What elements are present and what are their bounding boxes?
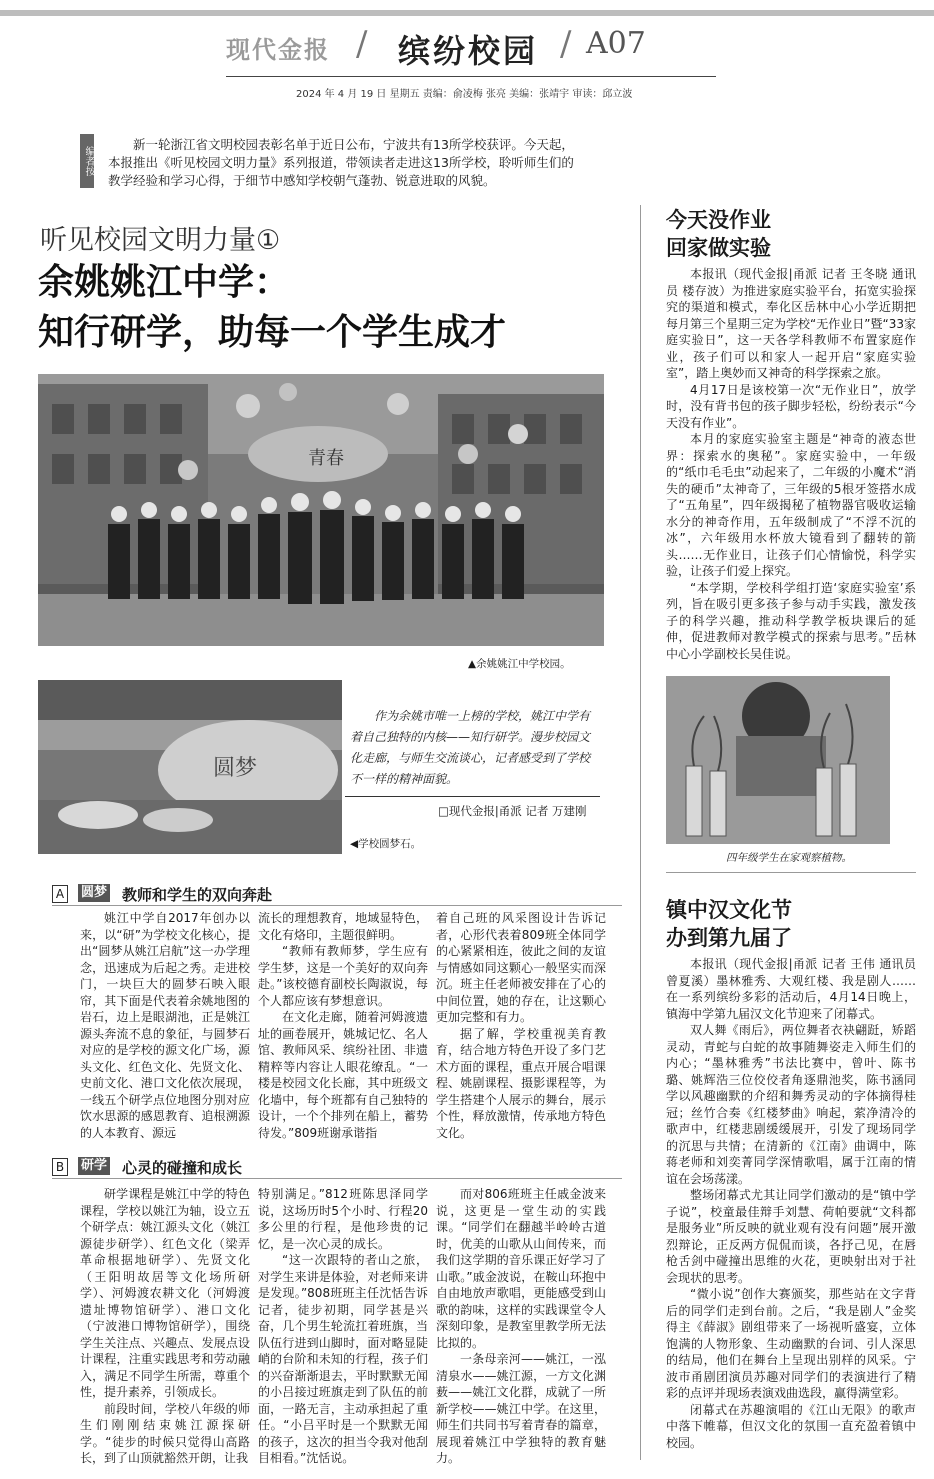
paragraph: 在文化走廊，随着河姆渡遗址的画卷展开，姚城记忆、名人馆、教师风采、缤纷社团、非遗精粹等内容让人眼花缭乱。“一楼是校园文化长廊，其中班级文化墙中，每个班都有自己独特的设计，一个个排列在船上，蓄势待发。”809班谢承谐指 <box>258 1010 428 1140</box>
paragraph: 双人舞《雨后》，两位舞者衣袂翩跹，矫蹈灵动，青蛇与白蛇的故事随舞姿走入师生们的内心；“墨林雅秀”书法比赛中，曾叶、陈书璐、姚辉浩三位佼佼者角逐鼎池奖，陈书涵同学以风趣幽默的介绍和舞秀灵动的字体摘得桂冠；丝竹合奏《红楼梦曲》响起，萦净清冷的歌声中，红楼悲剧缓缓展开，引发了现场同学的沉思与共情；在清新的《江南》曲调中，陈蒋老师和刘奕菁同学深情歌唱，属于江南的情谊在会场荡漾。 <box>666 1023 916 1186</box>
paragraph: 流长的理想教育，地域显特色，文化有烙印，主题很鲜明。 <box>258 911 428 942</box>
photo1-caption: ▲余姚姚江中学校园。 <box>468 658 571 670</box>
paragraph: 闭幕式在苏趣演唱的《江山无限》的歌声中落下帷幕，但汉文化的氛围一直充盈着镇中校园。 <box>666 1402 916 1450</box>
section-b-title: 心灵的碰撞和成长 <box>122 1159 243 1177</box>
article-byline: □现代金报|甬派 记者 万建刚 <box>438 804 587 818</box>
side2-headline <box>666 896 916 952</box>
photo-banner-text: 青春 <box>308 448 344 469</box>
paragraph: “这一次跟特的者山之旅，对学生来讲是体验，对老师来讲是发现。”808班班主任沈恬告诉记者，徒步初期，同学甚是兴奋，几个男生轮流扛着班旗，当队伍行进到山脚时，面对略显陡峭的台阶和未知的行程，孩子们的兴奋渐渐退去，平时默默无闻的小吕接过班旗走到了队伍的前面，一路无言，主动承担起了重任。“小吕平时是一个默默无闻的孩子，这次的担当令我对他刮目相看。”沈恬说。 <box>258 1253 428 1465</box>
side1-headline-line-1: 今天没作业 <box>666 208 771 232</box>
section-b-letter: B <box>52 1158 68 1176</box>
paragraph: 研学课程是姚江中学的特色课程，学校以姚江为轴，设立五个研学点：姚江源头文化（姚江源徒步研学）、红色文化（梁弄革命根据地研学）、先贤文化（王阳明故居等文化场所研学）、河姆渡农耕文化（河姆渡遗址博物馆研学）、港口文化（宁波港口博物馆研学），围绕学生关注点、兴趣点、发展点设计课程，注重实践思考和劳动融入，满足不同学生所需，尊重个性，提升素养，引领成长。 <box>80 1187 250 1399</box>
page-number: A07 <box>586 26 646 61</box>
paragraph: “教师有教师梦，学生应有学生梦，这是一个美好的双向奔赴。”该校德育副校长陶淑说，每个人都应该有梦想意识。 <box>258 944 428 1008</box>
stone-inscription: 圆梦 <box>213 756 258 781</box>
section-b-rule <box>52 1178 622 1179</box>
photo3-caption: 四年级学生在家观察植物。 <box>726 852 852 864</box>
side-articles-divider <box>666 872 916 873</box>
section-a-letter: A <box>52 885 68 903</box>
section-b-column-3 <box>436 1186 606 1467</box>
newspaper-brand: 现代金报 <box>226 35 330 64</box>
editor-note-tag: 编者按 <box>80 134 94 188</box>
masthead <box>0 22 934 72</box>
headline-line-2: 知行研学，助每一个学生成才 <box>38 312 507 353</box>
paragraph: 4月17日是该校第一次“无作业日”，放学时，没有背书包的孩子脚步轻松，纷纷表示“今天没有作业”。 <box>666 382 916 430</box>
plant-photo-illustration <box>666 676 890 844</box>
section-a-title: 教师和学生的双向奔赴 <box>122 886 273 904</box>
section-a-column-3 <box>436 910 606 1141</box>
article-lead: 作为余姚市唯一上榜的学校，姚江中学有着自己独特的内核——知行研学。漫步校园文化走廊，与师生交流谈心，记者感受到了学校不一样的精神面貌。 <box>350 709 591 786</box>
paragraph: 而对806班班主任戚金波来说，这更是一堂生动的实践课。“同学们在翻越半岭岭古道时，优美的山歌从山间传来，而我们这学期的音乐课正好学习了山歌。”戚金波说，在鞍山环抱中自由地放声歌唱，更能感受到山歌的韵味，这样的实践课堂令人深刻印象，是教室里教学所无法比拟的。 <box>436 1187 606 1350</box>
paragraph: 一条母亲河——姚江，一泓清泉水——姚江源，一方文化渊薮——姚江文化群，成就了一所新学校——姚江中学。在这里，师生们共同书写着青春的篇章，展现着姚江中学独特的教育魅力。 <box>436 1352 606 1465</box>
side1-headline-line-2: 回家做实验 <box>666 236 771 260</box>
headline-line-1: 余姚姚江中学： <box>38 262 291 303</box>
series-kicker: 听见校园文明力量① <box>40 225 281 256</box>
side1-headline <box>666 206 916 262</box>
paragraph: 本月的家庭实验室主题是“神奇的液态世界：探索水的奥秘”。家庭实验中，一年级的“纸巾毛毛虫”动起来了，二年级的小魔术“消失的硬币”太神奇了，三年级的5根牙签搭水成了“五角星”，四年级揭秘了植物器官吸收运输水分的神奇作用，五年级制成了“不浮不沉的冰”，六年级用水杯放大镜看到了翻转的箭头……无作业日，让孩子们心情愉悦，科学实验，让孩子们爱上探究。 <box>666 432 916 578</box>
section-a-label: 圆梦 <box>78 884 110 902</box>
paragraph: 本报讯（现代金报|甬派 记者 王伟 通讯员 曾夏溪）墨林雅秀、大观红楼、我是剧人……在一系列缤纷多彩的活动后，4月14日晚上，镇海中学第九届汉文化节迎来了闭幕式。 <box>666 957 916 1021</box>
section-b-label: 研学 <box>78 1157 110 1175</box>
side2-headline-line-2: 办到第九届了 <box>666 926 792 950</box>
section-a-column-1 <box>80 910 250 1141</box>
paragraph: 姚江中学自2017年创办以来，以“研”为学校文化核心，提出“圆梦从姚江启航”这一办学理念，迅速成为后起之秀。走进校门，一块巨大的圆梦石映入眼帘，其下面是代表着余姚地图的岩石，边上是眼湖池，正是姚江源头奔流不息的象征，与圆梦石对应的是学校的源文化广场，源头文化、红色文化、先贤文化、史前文化、港口文化依次展现，一线五个研学点位地图分别对应饮水思源的感恩教育、追根溯源的人本教育、源远 <box>80 911 250 1140</box>
plant-observation-photo <box>666 676 890 844</box>
side1-body <box>666 266 916 662</box>
section-b-column-2 <box>258 1186 428 1467</box>
paragraph: 着自己班的风采图设计告诉记者，心形代表着809班全体同学的心紧紧相连，彼此之间的友谊与情感如同这颗心一般坚实而深沉。班主任老师被安排在了心的中间位置，她的存在，让这颗心更加完整和有力。 <box>436 911 606 1024</box>
section-a-rule <box>52 905 622 906</box>
editor-note-text: 新一轮浙江省文明校园表彰名单于近日公布，宁波共有13所学校获评。今天起，本报推出《听见校园文明力量》系列报道，带领读者走进这13所学校，聆听师生们的教学经验和学习心得，于细节中感知学校朝气蓬勃、锐意进取的风貌。 <box>108 137 574 188</box>
paragraph: “微小说”创作大赛颁奖，那些站在文字背后的同学们走到台前。之后，“我是剧人”金奖得主《薛淑》剧组带来了一场视听盛宴，立体饱满的人物形象、生动幽默的台词、引人深思的结局，他们在舞台上呈现出别样的风采。宁波市甬剧团演员苏趣对同学们的表演进行了精彩的点评并现场表演戏曲选段，赢得满堂彩。 <box>666 1287 916 1400</box>
campus-photo-illustration <box>38 374 604 646</box>
paragraph: 据了解，学校重视美育教育，结合地方特色开设了多门艺术方面的课程，重点开展合唱课程、姚剧课程、摄影课程等，为学生搭建个人展示的舞台，展示个性，释放激情，传承地方特色文化。 <box>436 1026 606 1140</box>
column-divider <box>640 205 641 1460</box>
paragraph: “本学期，学校科学组打造‘家庭实验室’系列，旨在吸引更多孩子参与动手实践，激发孩子的科学兴趣，推动科学教学板块课后的延伸，促进教师对教学模式的探索与思考。”岳林中心小学副校长吴佳说。 <box>666 580 916 661</box>
paragraph: 前段时间，学校八年级的师生们刚刚结束姚江源探研学。“徒步的时候只觉得山高路长，到了山顶就豁然开朗，让我 <box>80 1401 250 1465</box>
paragraph: 本报讯（现代金报|甬派 记者 王冬晓 通讯员 楼存波）为推进家庭实验平台，拓宽实验探究的渠道和模式，奉化区岳林中心小学近期把每月第三个星期三定为学校“无作业日”暨“33家庭实验日”，这一天各学科教师不布置家庭作业，孩子们可以和家人一起开启“家庭实验室”，踏上奥妙而又神奇的科学探索之旅。 <box>666 267 916 380</box>
main-headline <box>38 258 638 358</box>
lead-rule <box>345 796 600 797</box>
section-b-column-1 <box>80 1186 250 1467</box>
section-a-column-2 <box>258 910 428 1141</box>
photo2-caption: ◀学校圆梦石。 <box>350 838 422 850</box>
masthead-slash: / <box>560 24 572 64</box>
paragraph: 特别满足。”812班陈思泽同学说，这场历时5个小时、行程20多公里的行程，是他珍贵的记忆，是一次心灵的成长。 <box>258 1187 428 1251</box>
dateline: 2024 年 4 月 19 日 星期五 责编：俞凌梅 张亮 美编：张靖宇 审读：邱立波 <box>296 89 633 100</box>
masthead-rule <box>226 76 716 77</box>
side2-body <box>666 956 916 1451</box>
dream-stone-photo <box>38 680 342 854</box>
side2-headline-line-1: 镇中汉文化节 <box>666 898 792 922</box>
paragraph: 整场闭幕式尤其让同学们激动的是“镇中学子说”，校童最佳辩手刘慧、荷帕要就“文科都是服务业”所反映的就业观有没有问题”展开激烈辩论，正反两方侃侃而谈，各抒己见，在唇枪舌剑中碰撞出思维的火花，更映射出对于社会现状的思考。 <box>666 1188 916 1285</box>
top-border-bar <box>0 10 934 16</box>
masthead-slash: / <box>356 24 368 64</box>
dream-stone-illustration <box>38 680 342 854</box>
campus-group-photo <box>38 374 604 646</box>
section-name: 缤纷校园 <box>398 32 539 70</box>
